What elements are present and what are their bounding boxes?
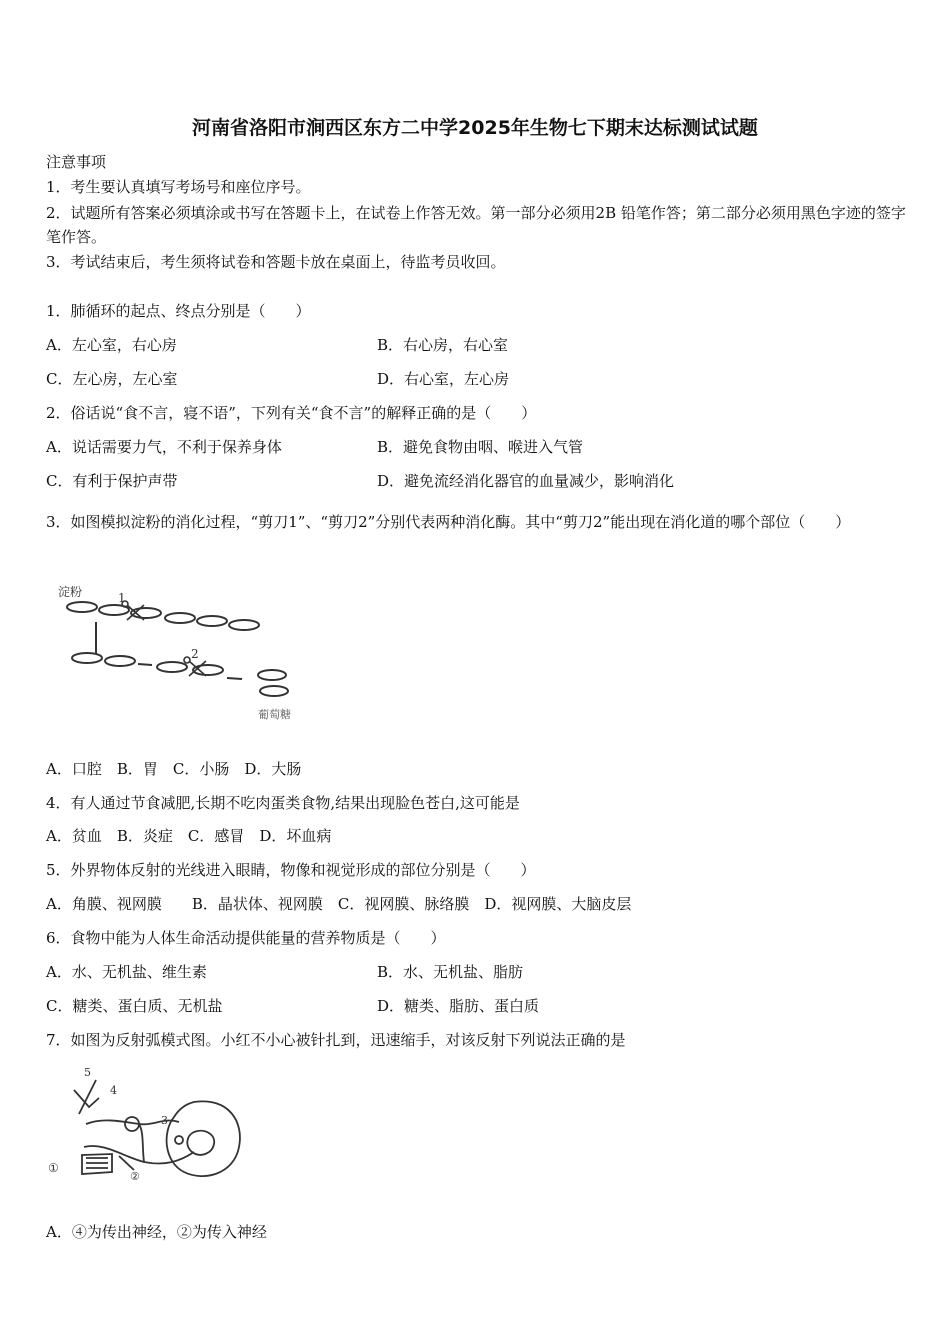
product-label: 葡萄糖 [258,708,291,721]
option: B．右心房，右心室 [377,336,509,354]
option: D．右心室，左心房 [377,370,510,388]
option: A．贫血 B．炎症 C．感冒 D．坏血病 [46,827,332,845]
label-3: 3 [161,1114,168,1127]
question-stem: 5．外界物体反射的光线进入眼睛，物像和视觉形成的部位分别是（ ） [46,861,536,879]
label-5: 5 [84,1066,91,1079]
option: D．避免流经消化器官的血量减少，影响消化 [377,472,675,490]
question-stem: 7．如图为反射弧模式图。小红不小心被针扎到，迅速缩手，对该反射下列说法正确的是 [46,1031,626,1049]
option: A．水、无机盐、维生素 [46,963,207,981]
starch-label: 淀粉 [58,585,83,599]
label-2: ② [130,1170,140,1183]
starch-digestion-figure [52,578,302,728]
scissors-2-label: 2 [191,647,199,661]
option: A．角膜、视网膜 B．晶状体、视网膜 C．视网膜、脉络膜 D．视网膜、大脑皮层 [46,895,632,913]
option: A．④为传出神经，②为传入神经 [46,1223,267,1241]
option: C．糖类、蛋白质、无机盐 [46,997,223,1015]
question-stem: 2．俗话说“食不言，寝不语”，下列有关“食不言”的解释正确的是（ ） [46,404,537,422]
question-stem: 6．食物中能为人体生命活动提供能量的营养物质是（ ） [46,929,446,947]
option: A．口腔 B．胃 C．小肠 D．大肠 [46,760,302,778]
option: B．水、无机盐、脂肪 [377,963,524,981]
notice-heading: 注意事项 [46,153,107,171]
question-stem: 4．有人通过节食减肥,长期不吃肉蛋类食物,结果出现脸色苍白,这可能是 [46,794,520,812]
reflex-arc-figure [44,1062,254,1192]
notice-item: 2．试题所有答案必须填涂或书写在答题卡上，在试卷上作答无效。第一部分必须用2B 铅笔作答；第二部分必须用黑色字迹的签字笔作答。 [46,204,906,246]
label-1: ① [48,1161,59,1175]
option: A．说话需要力气，不利于保养身体 [46,438,282,456]
option: C．左心房，左心室 [46,370,178,388]
question-stem: 3．如图模拟淀粉的消化过程，“剪刀1”、“剪刀2”分别代表两种消化酶。其中“剪刀2”能出现在消化道的哪个部位（ ） [46,513,851,531]
question-stem: 1．肺循环的起点、终点分别是（ ） [46,302,311,320]
option: D．糖类、脂肪、蛋白质 [377,997,540,1015]
notice-item: 3．考试结束后，考生须将试卷和答题卡放在桌面上，待监考员收回。 [46,253,506,271]
scissors-1-label: 1 [118,591,126,605]
option: C．有利于保护声带 [46,472,178,490]
label-4: 4 [110,1084,117,1097]
option: B．避免食物由咽、喉进入气管 [377,438,584,456]
option: A．左心室，右心房 [46,336,177,354]
notice-item: 1．考生要认真填写考场号和座位序号。 [46,178,311,196]
page-title: 河南省洛阳市涧西区东方二中学2025年生物七下期末达标测试试题 [192,117,758,139]
